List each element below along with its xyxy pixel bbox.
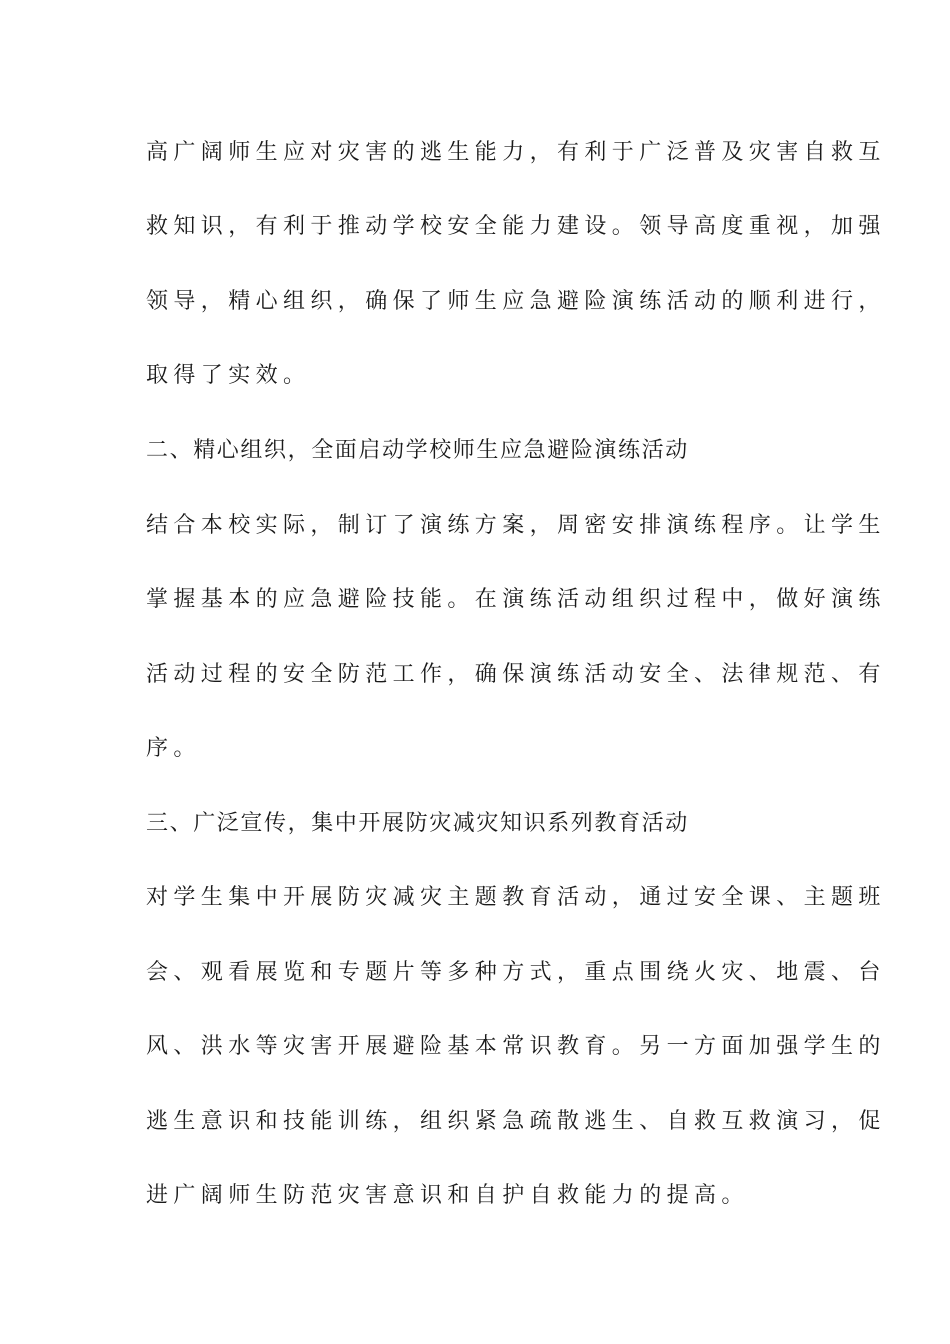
paragraph-1-line-1: 高广阔师生应对灾害的逃生能力，有利于广泛普及灾害自救互 bbox=[146, 140, 886, 165]
paragraph-2-line-3: 活动过程的安全防范工作，确保演练活动安全、法律规范、有 bbox=[146, 662, 886, 687]
section-heading-3: 三、广泛宣传，集中开展防灾减灾知识系列教育活动 bbox=[146, 811, 689, 836]
paragraph-1-line-3: 领导，精心组织，确保了师生应急避险演练活动的顺利进行， bbox=[146, 289, 886, 314]
paragraph-3-line-4: 逃生意识和技能训练，组织紧急疏散逃生、自救互救演习，促 bbox=[146, 1109, 886, 1134]
paragraph-2-line-1: 结合本校实际，制订了演练方案，周密安排演练程序。让学生 bbox=[146, 513, 886, 538]
paragraph-2-line-2: 掌握基本的应急避险技能。在演练活动组织过程中，做好演练 bbox=[146, 587, 886, 612]
section-heading-2: 二、精心组织，全面启动学校师生应急避险演练活动 bbox=[146, 438, 689, 463]
paragraph-1-line-4: 取得了实效。 bbox=[146, 363, 311, 388]
paragraph-3-line-3: 风、洪水等灾害开展避险基本常识教育。另一方面加强学生的 bbox=[146, 1034, 886, 1059]
paragraph-1-line-2: 救知识，有利于推动学校安全能力建设。领导高度重视，加强 bbox=[146, 214, 886, 239]
paragraph-3-line-1: 对学生集中开展防灾减灾主题教育活动，通过安全课、主题班 bbox=[146, 885, 886, 910]
paragraph-3-line-2: 会、观看展览和专题片等多种方式，重点围绕火灾、地震、台 bbox=[146, 960, 886, 985]
paragraph-2-line-4: 序。 bbox=[146, 736, 201, 761]
paragraph-3-line-5: 进广阔师生防范灾害意识和自护自救能力的提高。 bbox=[146, 1183, 749, 1208]
